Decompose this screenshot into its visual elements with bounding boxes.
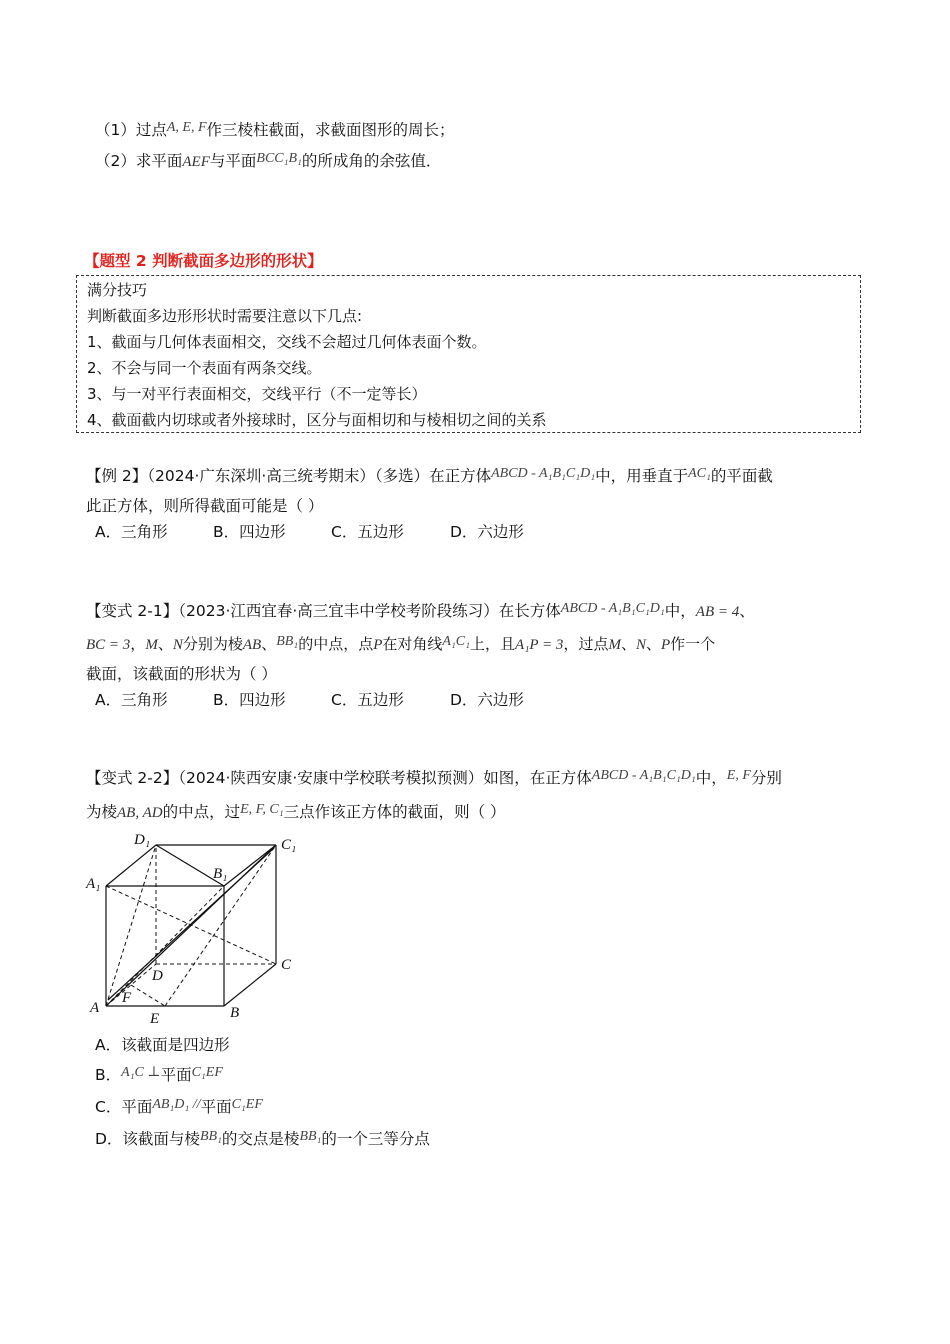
option-c: C．五边形: [331, 691, 404, 709]
option-d: D．六边形: [450, 691, 524, 709]
label-a: A: [90, 1000, 100, 1016]
tips-item: 4、截面截内切球或者外接球时，区分与面相切和与棱相切之间的关系: [87, 411, 547, 429]
math-expr: C₁EF: [191, 1065, 223, 1080]
tips-intro: 判断截面多边形形状时需要注意以下几点:: [87, 307, 363, 325]
question-1: （1）过点A, E, F作三棱柱截面，求截面图形的周长；: [95, 120, 455, 139]
tips-heading: 满分技巧: [87, 281, 148, 299]
question-2: （2）求平面AEF与平面BCC₁B₁的所成角的余弦值．: [95, 151, 442, 170]
label-c: C: [281, 957, 292, 973]
variant22-option-d: D．该截面与棱BB₁的交点是棱BB₁的一个三等分点: [95, 1129, 430, 1148]
option-d: D．六边形: [450, 523, 524, 541]
math-expr: A₁C ⊥: [121, 1065, 161, 1080]
variant22-line1: 【变式 2-2】（2024·陕西安康·安康中学校联考模拟预测）如图，在正方体ABCD - A₁B₁C₁D₁中，E, F分别: [86, 768, 782, 787]
label-f: F: [122, 990, 132, 1006]
math-expr: AEF: [182, 154, 210, 170]
math-expr: BCC₁B₁: [256, 151, 302, 166]
label-d1: D₁: [134, 832, 151, 848]
math-expr: A, E, F: [166, 120, 207, 135]
math-expr: ABCD - A₁B₁C₁D₁: [591, 768, 696, 783]
option-a: A．三角形: [95, 691, 168, 709]
label-b1: B₁: [213, 866, 228, 882]
math-expr: AB = 4: [695, 604, 740, 620]
label-e: E: [150, 1011, 160, 1027]
variant22-option-a: A．该截面是四边形: [95, 1036, 230, 1054]
label-d: D: [152, 968, 163, 984]
math-expr: AB, AD: [117, 805, 163, 821]
math-expr: ABCD - A₁B₁C₁D₁: [560, 601, 665, 616]
cube-figure: [80, 828, 310, 1028]
math-expr: ABCD - A₁B₁C₁D₁: [491, 466, 596, 481]
example2-line1: 【例 2】（2024·广东深圳·高三统考期末）（多选）在正方体ABCD - A₁B₁C₁D₁中，用垂直于AC₁的平面截: [86, 466, 773, 485]
math-expr: BB₁: [199, 1129, 222, 1144]
math-expr: C₁EF: [231, 1097, 263, 1112]
diag-ac1-b: [108, 848, 274, 1000]
edge-b1c1: [224, 845, 276, 886]
edge-a1d1: [106, 845, 156, 886]
tips-box: [76, 275, 861, 433]
variant21-line3: 截面，该截面的形状为（ ）: [86, 665, 277, 683]
option-b: B．四边形: [213, 691, 286, 709]
line-fe-hidden: [131, 985, 165, 1006]
label-a1: A₁: [86, 876, 101, 892]
option-b: B．四边形: [213, 523, 286, 541]
math-expr: BB₁: [299, 1129, 322, 1144]
variant22-option-c: C．平面AB₁D₁ //平面C₁EF: [95, 1097, 263, 1116]
option-a: A．三角形: [95, 523, 168, 541]
math-expr: E, F, C₁: [240, 802, 284, 817]
label-c1: C₁: [281, 837, 297, 853]
variant22-line2: 为棱AB, AD的中点，过E, F, C₁三点作该正方体的截面，则（ ）: [86, 802, 506, 821]
math-expr: E, F: [726, 768, 751, 783]
tips-item: 2、不会与同一个表面有两条交线。: [87, 359, 322, 377]
section-title: 【题型 2 判断截面多边形的形状】: [84, 252, 323, 270]
edge-bc: [224, 964, 276, 1006]
variant21-line2: BC = 3，M、N分别为棱AB、BB₁的中点，点P在对角线A₁C₁上，且A₁P = 3，过点M、N、P作一个: [86, 634, 716, 653]
example2-line2: 此正方体，则所得截面可能是（ ）: [86, 497, 324, 515]
variant22-option-b: B．A₁C ⊥平面C₁EF: [95, 1065, 223, 1084]
label-b: B: [230, 1005, 240, 1021]
option-c: C．五边形: [331, 523, 404, 541]
variant21-line1: 【变式 2-1】（2023·江西宜春·高三宜丰中学校考阶段练习）在长方体ABCD - A₁B₁C₁D₁中，AB = 4、: [86, 601, 755, 620]
tips-item: 1、截面与几何体表面相交，交线不会超过几何体表面个数。: [87, 333, 487, 351]
math-expr: AB₁D₁ //: [152, 1097, 201, 1112]
tips-item: 3、与一对平行表面相交，交线平行（不一定等长）: [87, 385, 427, 403]
math-expr: AC₁: [688, 466, 711, 481]
